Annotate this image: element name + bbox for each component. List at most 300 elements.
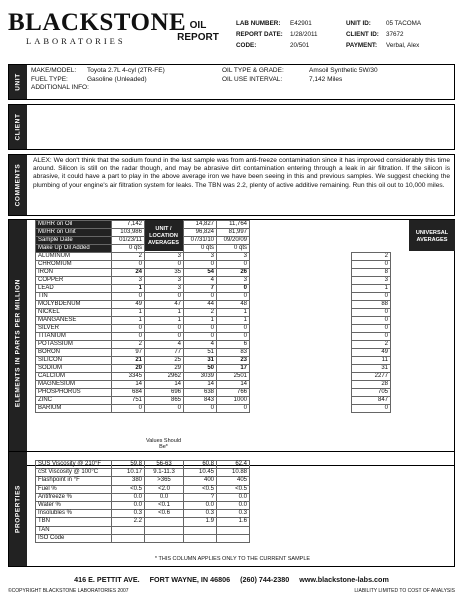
- current-sample-cell: 103,986: [112, 229, 145, 237]
- spacer-cell: [250, 341, 352, 349]
- history-cell: 638: [184, 389, 217, 397]
- history-cell: 50: [184, 365, 217, 373]
- history-cell: 14: [217, 381, 250, 389]
- lab-number-label: LAB NUMBER:: [236, 20, 281, 27]
- spacer-cell: [250, 237, 352, 245]
- client-id-value: 37672: [386, 31, 404, 38]
- table-row: [36, 477, 250, 485]
- history-cell: 405: [217, 477, 250, 485]
- unit-tab: [9, 65, 27, 99]
- table-row: [36, 349, 391, 357]
- current-sample-cell: 2: [112, 341, 145, 349]
- unit-avg-cell: 29: [145, 365, 184, 373]
- property-name: Water %: [36, 501, 112, 509]
- table-row: [36, 526, 250, 534]
- row-label: MI/HR on Oil: [36, 221, 112, 229]
- interval-value: 7,142 Miles: [309, 75, 343, 83]
- report-title-line1: OIL: [189, 20, 207, 31]
- unit-avg-cell: 696: [145, 389, 184, 397]
- history-cell: 81,997: [217, 229, 250, 237]
- history-cell: 54: [184, 269, 217, 277]
- element-name: CHROMIUM: [36, 261, 112, 269]
- current-sample-cell: 0: [112, 405, 145, 413]
- should-be-label: Values Should Be*: [145, 438, 182, 450]
- history-cell: 0: [217, 325, 250, 333]
- elements-tab-label: ELEMENTS IN PARTS PER MILLION: [14, 278, 22, 407]
- property-name: SUS Viscosity @ 210°F: [36, 461, 112, 469]
- client-tab: [9, 105, 27, 149]
- client-tab-label: CLIENT: [14, 113, 22, 141]
- current-sample-cell: 0.0: [112, 493, 145, 501]
- unit-id-label: UNIT ID:: [346, 20, 371, 27]
- history-cell: 96,824: [184, 229, 217, 237]
- row-label: Make Up Oil Added: [36, 245, 112, 253]
- history-cell: 1.6: [217, 518, 250, 526]
- element-name: POTASSIUM: [36, 341, 112, 349]
- unit-avg-cell: 4: [145, 341, 184, 349]
- spacer-cell: [250, 373, 352, 381]
- history-cell: 0: [217, 261, 250, 269]
- table-row: [36, 461, 250, 469]
- current-sample-cell: 2.2: [112, 518, 145, 526]
- fuel-value: Gasoline (Unleaded): [87, 75, 147, 83]
- current-sample-cell: 1: [112, 285, 145, 293]
- history-cell: 1: [184, 317, 217, 325]
- code-label: CODE:: [236, 42, 257, 49]
- history-cell: 10.45: [184, 469, 217, 477]
- additional-info-label: ADDITIONAL INFO:: [31, 84, 89, 91]
- current-sample-cell: 21: [112, 357, 145, 365]
- spacer-cell: [250, 309, 352, 317]
- unit-avg-cell: 0: [145, 293, 184, 301]
- universal-cell: 88: [352, 301, 391, 309]
- table-row: [36, 309, 391, 317]
- history-cell: 0: [184, 293, 217, 301]
- history-cell: 4: [184, 277, 217, 285]
- unit-avg-cell: 3: [145, 253, 184, 261]
- unit-avg-cell: [145, 237, 184, 245]
- spacer-cell: [250, 229, 352, 237]
- unit-avg-cell: 47: [145, 301, 184, 309]
- history-cell: 07/31/10: [184, 237, 217, 245]
- table-row: [36, 325, 391, 333]
- history-cell: 0: [217, 333, 250, 341]
- unit-avg-cell: 1: [145, 317, 184, 325]
- table-row: [36, 501, 250, 509]
- history-cell: 44: [184, 301, 217, 309]
- client-id-label: CLIENT ID:: [346, 31, 379, 38]
- current-sample-cell: 0: [112, 293, 145, 301]
- unit-avg-cell: 0: [145, 325, 184, 333]
- interval-label: OIL USE INTERVAL:: [222, 75, 283, 83]
- current-sample-cell: 59.8: [112, 461, 145, 469]
- universal-cell: 3: [352, 277, 391, 285]
- history-cell: [184, 534, 217, 542]
- history-cell: [184, 526, 217, 534]
- table-row: [36, 317, 391, 325]
- history-cell: 23: [217, 357, 250, 365]
- history-cell: 60.8: [184, 461, 217, 469]
- current-sample-cell: 7,142: [112, 221, 145, 229]
- current-sample-cell: 2: [112, 253, 145, 261]
- table-row: [36, 285, 391, 293]
- header-fields-left: [236, 18, 346, 51]
- unit-avg-cell: 0: [145, 405, 184, 413]
- table-row: [36, 518, 250, 526]
- property-name: TBN: [36, 518, 112, 526]
- history-cell: 1000: [217, 397, 250, 405]
- table-row: [36, 389, 391, 397]
- spacer-cell: [250, 245, 352, 253]
- history-cell: [217, 526, 250, 534]
- table-row: [36, 269, 391, 277]
- header-fields-right: [346, 18, 421, 51]
- universal-cell: [352, 237, 391, 245]
- unit-averages-header: UNIT / LOCATION AVERAGES: [144, 220, 183, 251]
- history-cell: 3: [217, 277, 250, 285]
- unit-body: [31, 67, 450, 93]
- table-row: [36, 237, 391, 245]
- unit-id-value: 05 TACOMA: [386, 20, 422, 27]
- footer-street: 416 E. PETTIT AVE.: [74, 575, 140, 584]
- universal-cell: 705: [352, 389, 391, 397]
- make-label: MAKE/MODEL:: [31, 67, 77, 74]
- universal-cell: 11: [352, 357, 391, 365]
- report-header: [8, 8, 455, 60]
- history-cell: 0.0: [184, 501, 217, 509]
- current-sample-cell: 3345: [112, 373, 145, 381]
- table-row: [36, 405, 391, 413]
- should-be-cell: <0.1: [145, 501, 184, 509]
- history-cell: 1.9: [184, 518, 217, 526]
- element-name: ALUMINUM: [36, 253, 112, 261]
- current-sample-cell: 0: [112, 325, 145, 333]
- history-cell: 0: [217, 293, 250, 301]
- current-sample-cell: 751: [112, 397, 145, 405]
- property-name: Insolubles %: [36, 510, 112, 518]
- properties-tab-label: PROPERTIES: [14, 485, 22, 533]
- should-be-cell: <2.0: [145, 485, 184, 493]
- should-be-cell: 56-63: [145, 461, 184, 469]
- table-row: [36, 534, 250, 542]
- spacer-cell: [250, 293, 352, 301]
- current-sample-cell: 20: [112, 365, 145, 373]
- report-date-value: 1/28/2011: [290, 31, 318, 38]
- history-cell: 2501: [217, 373, 250, 381]
- current-sample-cell: 14: [112, 381, 145, 389]
- comments-tab: [9, 155, 27, 215]
- universal-cell: [352, 245, 391, 253]
- elements-section: [8, 219, 455, 466]
- element-name: SODIUM: [36, 365, 112, 373]
- payment-value: Verbal, Alex: [386, 42, 420, 49]
- current-sample-cell: 97: [112, 349, 145, 357]
- history-cell: 0: [217, 405, 250, 413]
- properties-footnote: * THIS COLUMN APPLIES ONLY TO THE CURRENT SAMPLE: [154, 556, 311, 562]
- element-name: TITANIUM: [36, 333, 112, 341]
- universal-cell: 0: [352, 309, 391, 317]
- element-name: LEAD: [36, 285, 112, 293]
- history-cell: 1: [217, 309, 250, 317]
- property-name: ISO Code: [36, 534, 112, 542]
- history-cell: 09/20/09: [217, 237, 250, 245]
- history-cell: [217, 534, 250, 542]
- history-cell: 0: [217, 285, 250, 293]
- table-row: [36, 357, 391, 365]
- unit-avg-cell: 865: [145, 397, 184, 405]
- spacer-cell: [250, 325, 352, 333]
- unit-tab-label: UNIT: [14, 73, 22, 91]
- spacer-cell: [250, 269, 352, 277]
- unit-avg-cell: 0: [145, 261, 184, 269]
- unit-avg-cell: [145, 229, 184, 237]
- current-sample-cell: 0 qts: [112, 245, 145, 253]
- history-cell: 51: [184, 349, 217, 357]
- universal-cell: 2: [352, 253, 391, 261]
- universal-cell: 2277: [352, 373, 391, 381]
- element-name: COPPER: [36, 277, 112, 285]
- table-row: [36, 221, 391, 229]
- spacer-cell: [250, 357, 352, 365]
- elements-tab: [9, 220, 27, 465]
- blackstone-logo: [8, 9, 187, 58]
- unit-avg-cell: 14: [145, 381, 184, 389]
- spacer-cell: [250, 277, 352, 285]
- universal-cell: 31: [352, 365, 391, 373]
- element-name: BORON: [36, 349, 112, 357]
- logo-main-text: BLACKSTONE: [8, 9, 187, 36]
- logo-sub-text: LABORATORIES: [26, 36, 126, 46]
- history-cell: 83: [217, 349, 250, 357]
- history-cell: 10.88: [217, 469, 250, 477]
- row-label: MI/HR on Unit: [36, 229, 112, 237]
- history-cell: 2: [184, 309, 217, 317]
- table-row: [36, 245, 391, 253]
- history-cell: 17: [217, 365, 250, 373]
- history-cell: <0.5: [217, 485, 250, 493]
- row-label: Sample Date: [36, 237, 112, 245]
- spacer-cell: [250, 221, 352, 229]
- universal-cell: 49: [352, 349, 391, 357]
- current-sample-cell: 0.3: [112, 510, 145, 518]
- current-sample-cell: 10.17: [112, 469, 145, 477]
- table-row: [36, 341, 391, 349]
- current-sample-cell: 3: [112, 277, 145, 285]
- properties-tab: [9, 452, 27, 566]
- unit-avg-cell: [145, 221, 184, 229]
- spacer-cell: [250, 301, 352, 309]
- history-cell: 4: [184, 341, 217, 349]
- history-cell: 14: [184, 381, 217, 389]
- report-date-label: REPORT DATE:: [236, 31, 283, 38]
- unit-avg-cell: 2962: [145, 373, 184, 381]
- spacer-cell: [250, 389, 352, 397]
- table-row: [36, 373, 391, 381]
- lab-number-value: E42901: [290, 20, 312, 27]
- comments-section: [8, 154, 455, 216]
- element-name: MANGANESE: [36, 317, 112, 325]
- current-sample-cell: <0.5: [112, 485, 145, 493]
- footer-copyright: ©COPYRIGHT BLACKSTONE LABORATORIES 2007: [8, 588, 129, 594]
- unit-avg-cell: [145, 245, 184, 253]
- history-cell: 26: [217, 269, 250, 277]
- report-title-line2: REPORT: [177, 32, 219, 43]
- spacer-cell: [250, 365, 352, 373]
- history-cell: 48: [217, 301, 250, 309]
- universal-cell: 0: [352, 325, 391, 333]
- spacer-cell: [250, 381, 352, 389]
- table-row: [36, 397, 391, 405]
- properties-table: [35, 460, 250, 543]
- current-sample-cell: 0.0: [112, 501, 145, 509]
- should-be-cell: [145, 534, 184, 542]
- history-cell: 0.0: [217, 501, 250, 509]
- comments-text: ALEX: We don't think that the sodium found in the last sample was from anti-freeze contamination since it has improved considerably this time around. Silicon is still on the radar though, and may be abrasive dirt contamination entering through a leak in air filtration. If the silicon is abrasive, it could have a part to play in the above average iron we have been seeing in this and previous samples. We suggest checking the plumbing of your engine's air filtration system for leaks. The TBN was 2.2, plenty of active additive remaining. Run this oil out to 10,000 miles.: [33, 157, 450, 189]
- footer-website[interactable]: www.blackstone-labs.com: [299, 575, 389, 584]
- element-name: SILICON: [36, 357, 112, 365]
- current-sample-cell: 1: [112, 309, 145, 317]
- universal-cell: 0: [352, 405, 391, 413]
- universal-cell: 0: [352, 317, 391, 325]
- footer-phone: (260) 744-2380: [240, 575, 290, 584]
- table-row: [36, 229, 391, 237]
- property-name: Fuel %: [36, 485, 112, 493]
- history-cell: 1: [217, 317, 250, 325]
- table-row: [36, 261, 391, 269]
- should-be-cell: <0.6: [145, 510, 184, 518]
- history-cell: 14,827: [184, 221, 217, 229]
- current-sample-cell: [112, 534, 145, 542]
- element-name: ZINC: [36, 397, 112, 405]
- history-cell: 766: [217, 389, 250, 397]
- universal-averages-header: UNIVERSAL AVERAGES: [409, 220, 455, 251]
- oil-value: Amsoil Synthetic 5W/30: [309, 67, 378, 74]
- current-sample-cell: 49: [112, 301, 145, 309]
- universal-cell: 8: [352, 269, 391, 277]
- should-be-cell: 9.1-11.3: [145, 469, 184, 477]
- element-name: MAGNESIUM: [36, 381, 112, 389]
- universal-cell: 0: [352, 333, 391, 341]
- table-row: [36, 469, 250, 477]
- history-cell: 6: [217, 341, 250, 349]
- table-row: [36, 381, 391, 389]
- spacer-cell: [250, 397, 352, 405]
- spacer-cell: [250, 317, 352, 325]
- comments-tab-label: COMMENTS: [14, 163, 22, 207]
- history-cell: 0.0: [217, 493, 250, 501]
- universal-cell: 847: [352, 397, 391, 405]
- spacer-cell: [250, 333, 352, 341]
- history-cell: 31: [184, 357, 217, 365]
- element-name: BARIUM: [36, 405, 112, 413]
- unit-avg-cell: 3: [145, 277, 184, 285]
- unit-avg-cell: 35: [145, 269, 184, 277]
- payment-label: PAYMENT:: [346, 42, 378, 49]
- client-section: [8, 104, 455, 150]
- universal-cell: 0: [352, 293, 391, 301]
- should-be-cell: 0.0: [145, 493, 184, 501]
- history-cell: 0: [184, 405, 217, 413]
- unit-avg-cell: 25: [145, 357, 184, 365]
- current-sample-cell: 0: [112, 333, 145, 341]
- universal-cell: [352, 221, 391, 229]
- history-cell: <0.5: [184, 485, 217, 493]
- table-row: [36, 253, 391, 261]
- universal-cell: 0: [352, 261, 391, 269]
- oil-label: OIL TYPE & GRADE:: [222, 67, 284, 74]
- unit-avg-cell: 0: [145, 333, 184, 341]
- table-row: [36, 485, 250, 493]
- history-cell: 0: [184, 325, 217, 333]
- fuel-label: FUEL TYPE:: [31, 75, 68, 83]
- property-name: TAN: [36, 526, 112, 534]
- current-sample-cell: 24: [112, 269, 145, 277]
- history-cell: 7: [184, 285, 217, 293]
- universal-cell: [352, 229, 391, 237]
- spacer-cell: [250, 253, 352, 261]
- universal-cell: 28: [352, 381, 391, 389]
- current-sample-cell: [112, 526, 145, 534]
- spacer-cell: [250, 285, 352, 293]
- element-name: NICKEL: [36, 309, 112, 317]
- make-value: Toyota 2.7L 4-cyl (2TR-FE): [87, 67, 165, 74]
- history-cell: 0 qts: [184, 245, 217, 253]
- code-value: 20/501: [290, 42, 310, 49]
- should-be-cell: [145, 526, 184, 534]
- history-cell: 843: [184, 397, 217, 405]
- unit-avg-cell: 3: [145, 285, 184, 293]
- history-cell: 0.3: [217, 510, 250, 518]
- universal-cell: 2: [352, 341, 391, 349]
- element-name: PHOSPHORUS: [36, 389, 112, 397]
- history-cell: 0: [184, 333, 217, 341]
- history-cell: 0: [184, 261, 217, 269]
- footer-legal: [8, 588, 455, 594]
- spacer-cell: [250, 349, 352, 357]
- element-name: SILVER: [36, 325, 112, 333]
- property-name: Antifreeze %: [36, 493, 112, 501]
- table-row: [36, 277, 391, 285]
- should-be-cell: >365: [145, 477, 184, 485]
- history-cell: 3039: [184, 373, 217, 381]
- should-be-cell: [145, 518, 184, 526]
- report-title: [168, 20, 228, 44]
- current-sample-cell: 380: [112, 477, 145, 485]
- history-cell: 400: [184, 477, 217, 485]
- properties-section: [8, 438, 455, 567]
- unit-avg-cell: 77: [145, 349, 184, 357]
- table-row: [36, 293, 391, 301]
- history-cell: ?: [184, 493, 217, 501]
- element-name: IRON: [36, 269, 112, 277]
- history-cell: 62.4: [217, 461, 250, 469]
- table-row: [36, 333, 391, 341]
- current-sample-cell: 01/23/11: [112, 237, 145, 245]
- unit-avg-cell: 1: [145, 309, 184, 317]
- history-cell: 11,764: [217, 221, 250, 229]
- element-name: MOLYBDENUM: [36, 301, 112, 309]
- spacer-cell: [250, 405, 352, 413]
- current-sample-cell: 684: [112, 389, 145, 397]
- spacer-cell: [250, 261, 352, 269]
- history-cell: 0.3: [184, 510, 217, 518]
- unit-section: [8, 64, 455, 100]
- element-name: TIN: [36, 293, 112, 301]
- element-name: CALCIUM: [36, 373, 112, 381]
- current-sample-cell: 1: [112, 317, 145, 325]
- current-sample-cell: 0: [112, 261, 145, 269]
- elements-table: [35, 220, 391, 413]
